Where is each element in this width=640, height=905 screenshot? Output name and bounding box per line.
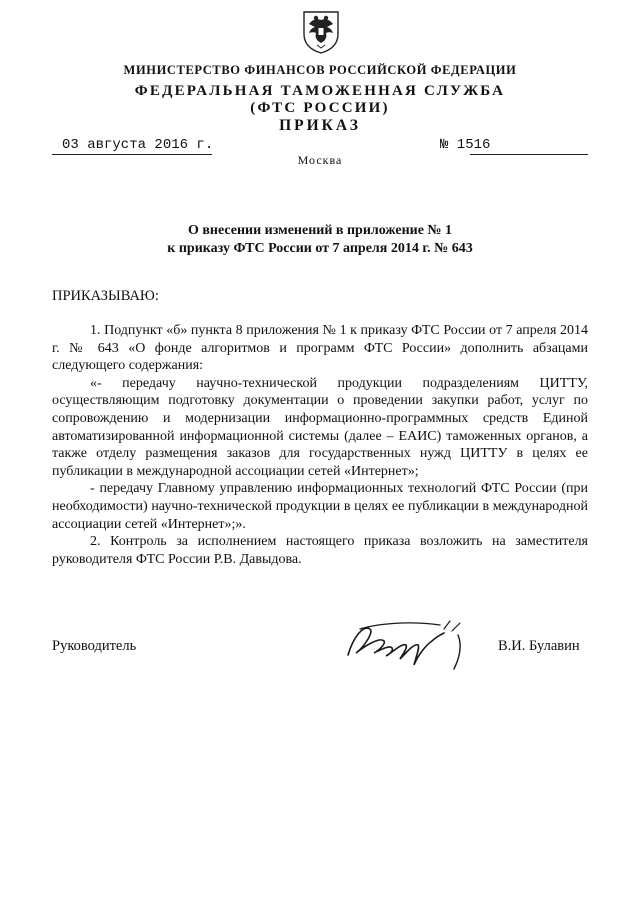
paragraph-4: 2. Контроль за исполнением настоящего приказа возложить на заместителя руководителя ФТС России Р.В. Давыдова. (52, 534, 588, 567)
title-line2: к приказу ФТС России от 7 апреля 2014 г. № 643 (167, 241, 473, 256)
coat-of-arms-emblem (300, 10, 342, 54)
handwritten-signature (340, 615, 490, 671)
signatory-name: В.И. Булавин (498, 638, 580, 654)
ministry-name: МИНИСТЕРСТВО ФИНАНСОВ РОССИЙСКОЙ ФЕДЕРАЦИИ (123, 63, 517, 77)
document-title (0, 222, 640, 258)
document-date: 03 августа 2016 г. (62, 137, 214, 153)
paragraph-1: 1. Подпункт «б» пункта 8 приложения № 1 к приказу ФТС России от 7 апреля 2014 г. № 643 «О фонде алгоритмов и программ ФТС России» дополнить абзацами следующего содержания: (52, 323, 588, 374)
document-type: ПРИКАЗ (279, 117, 361, 134)
service-name-line2: (ФТС РОССИИ) (250, 100, 390, 116)
service-name-line1: ФЕДЕРАЛЬНАЯ ТАМОЖЕННАЯ СЛУЖБА (134, 83, 506, 99)
signatory-title: Руководитель (52, 638, 137, 654)
document-number: № 1516 (440, 137, 491, 153)
document-body (52, 322, 588, 568)
order-word: ПРИКАЗЫВАЮ: (52, 288, 159, 304)
service-name (0, 83, 640, 117)
paragraph-3: - передачу Главному управлению информационных технологий ФТС России (при необходимости) научно-технической продукции в целях ее публикации в международной ассоциации сетей «Интернет»;». (52, 481, 588, 532)
document-city: Москва (297, 153, 343, 167)
title-line1: О внесении изменений в приложение № 1 (187, 223, 452, 238)
paragraph-2: «- передачу научно-технической продукции подразделениям ЦИТТУ, осуществляющим подготовку документации о проведении закупки работ, услуг по сопровождению и модернизации информационно-программных средств Единой автоматизированной информационной системы (далее – ЕАИС) таможенных органов, а также отделу размещения заказов для государственных нужд ЦИТТУ в целях ее публикации в международной ассоциации сетей «Интернет»; (52, 375, 588, 479)
